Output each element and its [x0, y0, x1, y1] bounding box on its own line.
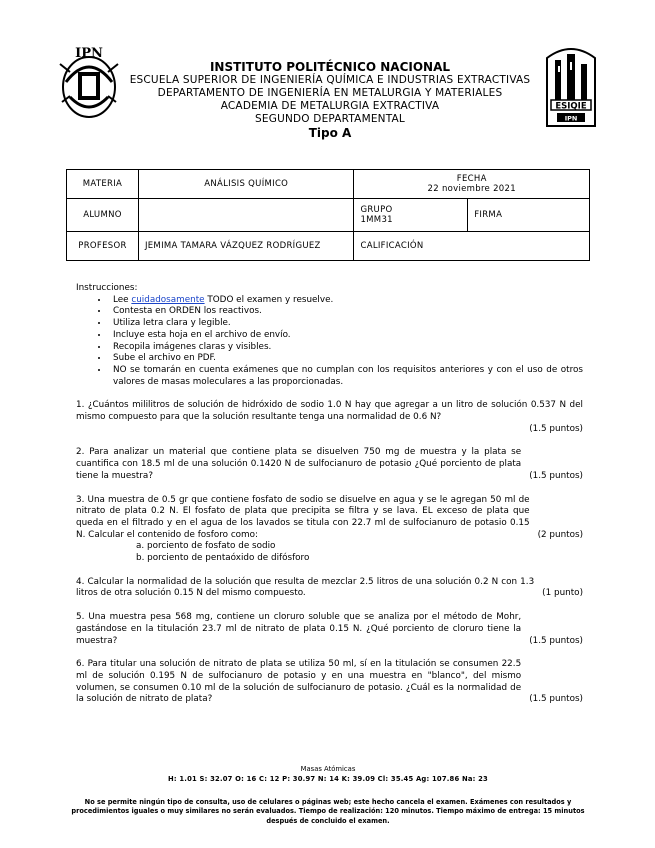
exam-body — [76, 283, 583, 706]
ipn-logo — [56, 42, 122, 120]
materia-label: MATERIA — [67, 170, 139, 199]
question-1-text: 1. ¿Cuántos mililitros de solución de hidróxido de sodio 1.0 N hay que agregar a un litro de solución 0.537 N del mismo compuesto para que la solución resultante tenga una normalidad de 0.6 N? — [76, 400, 583, 423]
cuidadosamente-link[interactable]: cuidadosamente — [131, 294, 205, 305]
instruction-item: • NO se tomarán en cuenta exámenes que no cumplan con los requisitos anteriores y con el uso de otros valores de masas moleculares a las proporcionadas. — [109, 365, 583, 388]
instruction-item: • Utiliza letra clara y legible. — [109, 318, 583, 330]
alumno-value[interactable] — [138, 199, 354, 232]
school-name: ESCUELA SUPERIOR DE INGENIERÍA QUÍMICA E INDUSTRIAS EXTRACTIVAS — [129, 74, 531, 86]
instruction-first-pre: Lee — [113, 294, 132, 305]
atomic-masses-values: H: 1.01 S: 32.07 O: 16 C: 12 P: 30.97 N: 14 K: 39.09 Cl: 35.45 Ag: 107.86 Na: 23 — [168, 775, 488, 783]
calificacion-label: CALIFICACIÓN — [354, 232, 590, 261]
institute-name: INSTITUTO POLITÉCNICO NACIONAL — [209, 60, 451, 74]
question-3-sub-b: b. porciento de pentaóxido de difósforo — [136, 553, 310, 564]
ipn-logo-text: IPN — [75, 46, 103, 61]
grupo-cell — [354, 199, 468, 232]
question-6 — [76, 659, 583, 706]
instructions-list — [76, 295, 583, 389]
instruction-item: • Sube el archivo en PDF. — [109, 353, 583, 365]
question-5-points: (1.5 puntos) — [529, 635, 583, 646]
firma-label: FIRMA — [468, 199, 590, 232]
exam-header — [120, 60, 540, 140]
academy-name: ACADEMIA DE METALURGIA EXTRACTIVA — [220, 100, 440, 112]
atomic-masses — [66, 764, 590, 784]
question-6-text: 6. Para titular una solución de nitrato de plata se utiliza 50 ml, sí en la titulación se consumen 22.5 ml de solución 0.195 N de sulfocianuro de potasio y en una muestra en "blanco", del mismo volumen, se consumen 0.10 ml de la solución de sulfocianuro de potasio. ¿Cuál es la normalidad de la solución de nitrato de plata? — [76, 659, 522, 705]
question-3 — [76, 495, 583, 565]
question-4-text: 4. Calcular la normalidad de la solución que resulta de mezclar 2.5 litros de una solución 0.2 N con 1.3 litros de otra solución 0.15 N del mismo compuesto. — [76, 576, 535, 599]
question-6-points: (1.5 puntos) — [529, 694, 583, 705]
esiqie-logo-text: ESIQIE — [555, 101, 587, 112]
question-2-points: (1.5 puntos) — [529, 470, 583, 481]
fecha-cell — [354, 170, 590, 199]
exam-name: SEGUNDO DEPARTAMENTAL — [255, 113, 405, 125]
profesor-value: JEMIMA TAMARA VÁZQUEZ RODRÍGUEZ — [138, 232, 354, 261]
instruction-first-post: TODO el examen y resuelve. — [204, 294, 334, 305]
esiqie-logo-sub: IPN — [564, 114, 578, 123]
materia-value: ANÁLISIS QUÍMICO — [138, 170, 354, 199]
profesor-label: PROFESOR — [67, 232, 139, 261]
question-5-text: 5. Una muestra pesa 568 mg, contiene un cloruro soluble que se analiza por el método de Mohr, gastándose en la titulación 23.7 ml de nitrato de plata 0.15 N. ¿Qué porciento de cloruro tiene la muestra? — [76, 612, 522, 646]
fecha-value: 22 noviembre 2021 — [427, 184, 516, 194]
question-5 — [76, 612, 583, 647]
exam-info-table — [66, 169, 590, 261]
instruction-item: • Contesta en ORDEN los reactivos. — [109, 306, 583, 318]
department-name: DEPARTAMENTO DE INGENIERÍA EN METALURGIA Y MATERIALES — [157, 87, 503, 99]
fecha-label: FECHA — [456, 174, 487, 184]
alumno-label: ALUMNO — [67, 199, 139, 232]
grupo-label: GRUPO — [360, 205, 393, 215]
exam-type: Tipo A — [308, 126, 352, 140]
question-3-text: 3. Una muestra de 0.5 gr que contiene fosfato de sodio se disuelve en agua y se le agregan 50 ml de nitrato de plata 0.2 N. El fosfato de plata que precipita se filtra y se lava. EL exceso de plata que queda en el filtrado y en el agua de los lavados se titula con 22.7 ml de sulfocianuro de potasio 0.15 N. Calcular el contenido de fosforo como: — [76, 494, 530, 540]
instructions-title: Instrucciones: — [76, 283, 138, 293]
grupo-value: 1MM31 — [360, 215, 393, 225]
question-3-points: (2 puntos) — [537, 529, 583, 540]
atomic-masses-title: Masas Atómicas — [300, 765, 356, 773]
question-1 — [76, 400, 583, 435]
instruction-item: • Incluye esta hoja en el archivo de envío. — [109, 330, 583, 342]
question-4 — [76, 577, 583, 600]
instruction-item — [109, 295, 583, 307]
instruction-item: • Recopila imágenes claras y visibles. — [109, 342, 583, 354]
question-1-points: (1.5 puntos) — [529, 423, 583, 434]
question-2-text: 2. Para analizar un material que contiene plata se disuelven 750 mg de muestra y la plata se cuantifica con 18.5 ml de una solución 0.1420 N de sulfocianuro de potasio ¿Qué porciento de plata tiene la muestra? — [76, 447, 522, 481]
exam-footer-notice: No se permite ningún tipo de consulta, uso de celulares o páginas web; este hecho cancela el examen. Exámenes con resultados y procedimientos iguales o muy similares no serán evaluados. Tiempo de realización: 120 minutos. Tiempo máximo de entrega: 15 minutos después de concluido el examen. — [71, 798, 585, 825]
esiqie-logo — [541, 42, 601, 128]
question-3-sub-a: a. porciento de fosfato de sodio — [136, 541, 276, 552]
question-2 — [76, 447, 583, 482]
question-4-points: (1 punto) — [542, 588, 583, 599]
